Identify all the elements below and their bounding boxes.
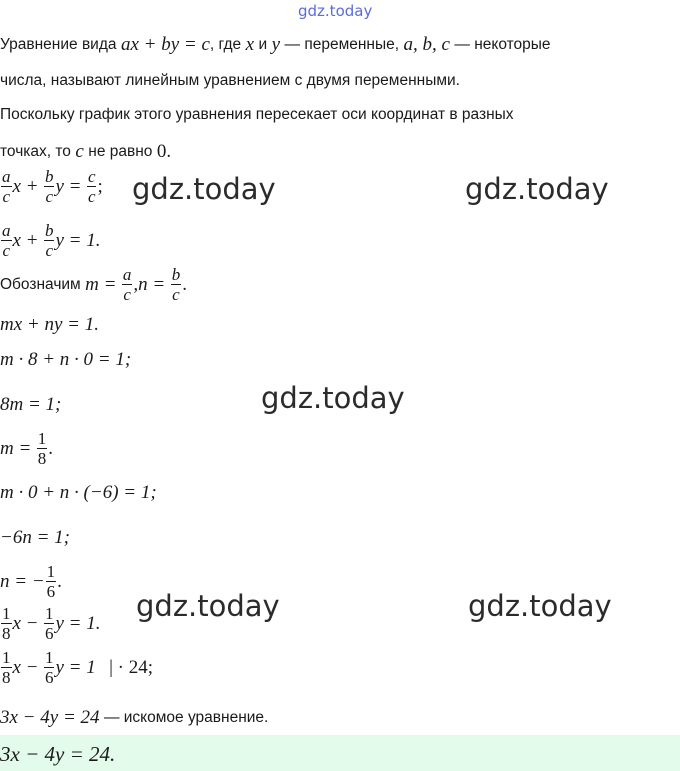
step-result: 3x − 4y = 24 — искомое уравнение. — [0, 707, 269, 728]
fraction: $\frac{a}{c}$ — [2, 167, 11, 206]
watermark: gdz.today — [465, 172, 609, 206]
fraction: $\frac{c}{c}$ — [87, 167, 96, 206]
fraction: $\frac{1}{8}$ — [37, 429, 47, 468]
intro-line-2: числа, называют линейным уравнением с двумя переменными. — [0, 72, 460, 89]
intro-line-4: точках, то c не равно 0. — [0, 141, 172, 162]
step-solve-m: 8m = 1; — [0, 394, 62, 415]
fraction: $\frac{1}{8}$ — [2, 604, 11, 643]
step-point-2: m · 0 + n · (−6) = 1; — [0, 482, 157, 503]
fraction: $\frac{b}{c}$ — [44, 221, 54, 260]
general-equation: ax + by = c — [120, 34, 210, 55]
fraction: $\frac{a}{c}$ — [122, 265, 132, 304]
watermark: gdz.today — [261, 381, 405, 415]
step-divide-by-c: $\frac{a}{c}$ x + $\frac{b}{c}$ y = $\frac{c}{c}$ ; — [2, 167, 103, 206]
step-equation-mn: mx + ny = 1. — [0, 314, 99, 335]
fraction: $\frac{b}{c}$ — [171, 265, 181, 304]
step-m-value: m = $\frac{1}{8}$ . — [0, 429, 53, 468]
fraction: $\frac{1}{6}$ — [44, 604, 54, 643]
fraction: $\frac{1}{8}$ — [2, 648, 11, 687]
fraction: $\frac{1}{6}$ — [46, 562, 56, 601]
final-answer: 3x − 4y = 24. — [0, 742, 116, 766]
watermark: gdz.today — [468, 589, 612, 623]
fraction: $\frac{1}{6}$ — [44, 648, 54, 687]
intro-line-3: Поскольку график этого уравнения пересекает оси координат в разных — [0, 106, 514, 123]
watermark: gdz.today — [132, 172, 276, 206]
fraction: $\frac{b}{c}$ — [44, 167, 54, 206]
step-n-value: n = − $\frac{1}{6}$ . — [0, 562, 62, 601]
intro-line-1: Уравнение вида ax + by = c , где x и y — переменные, a, b, c — некоторые — [0, 34, 551, 55]
watermark: gdz.today — [136, 589, 280, 623]
step-equation-fractions: $\frac{1}{8}$ x − $\frac{1}{6}$ y = 1. — [2, 604, 101, 643]
fraction: $\frac{a}{c}$ — [2, 221, 11, 260]
header-watermark: gdz.today — [298, 2, 373, 20]
step-multiply: $\frac{1}{8}$ x − $\frac{1}{6}$ y = 1 | · 24; — [2, 648, 153, 687]
step-solve-n: −6n = 1; — [0, 527, 70, 548]
step-point-1: m · 8 + n · 0 = 1; — [0, 349, 132, 370]
step-substitution: Обозначим m = $\frac{a}{c}$ ,n = $\frac{b}{c}$ . — [0, 265, 187, 304]
step-simplified: $\frac{a}{c}$ x + $\frac{b}{c}$ y = 1. — [2, 221, 101, 260]
